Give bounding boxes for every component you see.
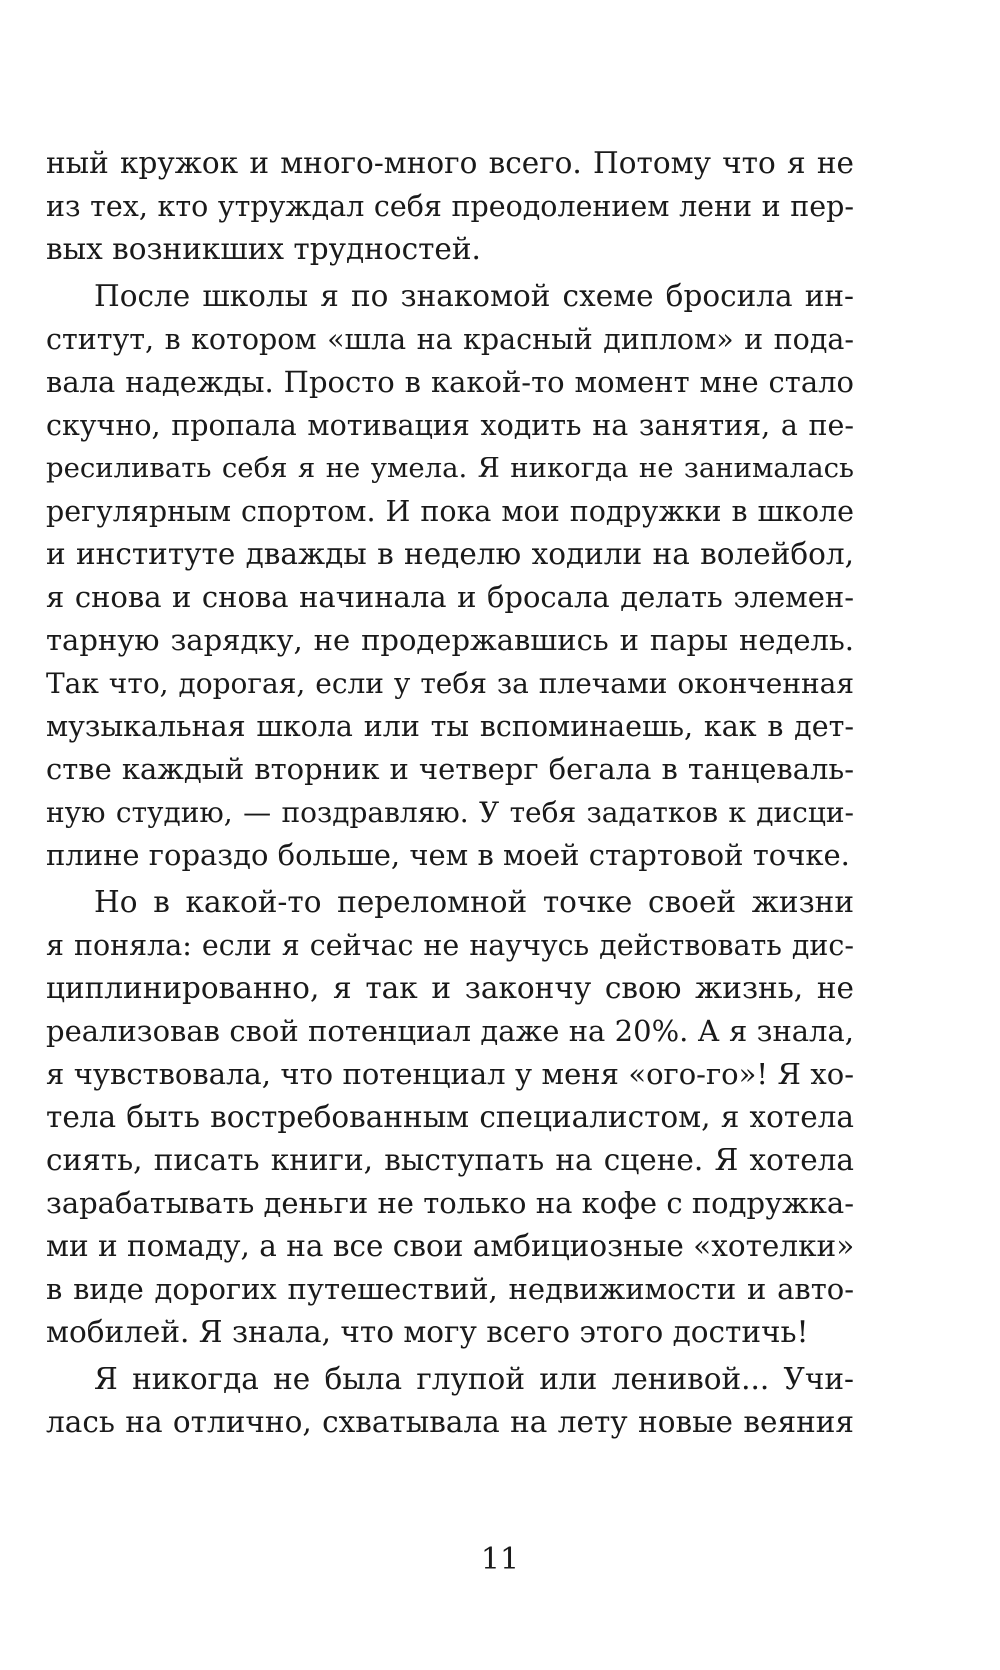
text-line: реализовав свой потенциал даже на 20%. А я знала, <box>46 1014 854 1048</box>
text-line: я снова и снова начинала и бросала делать элемен- <box>46 580 854 614</box>
text-line: из тех, кто утруждал себя преодолением лени и пер- <box>46 190 854 223</box>
text-line: я чувствовала, что потенциал у меня «ого-го»! Я хо- <box>46 1057 854 1091</box>
text-line: ми и помаду, а на все свои амбициозные «хотелки» <box>46 1229 854 1263</box>
text-line: вала надежды. Просто в какой-то момент мне стало <box>46 365 854 399</box>
text-line: тарную зарядку, не продержавшись и пары недель. <box>46 623 854 657</box>
text-line: сиять, писать книги, выступать на сцене. Я хотела <box>46 1143 854 1177</box>
text-line: музыкальная школа или ты вспоминаешь, как в дет- <box>46 710 854 743</box>
text-line: циплинированно, я так и закончу свою жизнь, не <box>46 971 854 1005</box>
text-line: мобилей. Я знала, что могу всего этого достичь! <box>46 1315 809 1349</box>
text-line: Я никогда не была глупой или ленивой... Учи- <box>94 1362 854 1396</box>
body-text <box>46 142 854 1444</box>
text-line: регулярным спортом. И пока мои подружки в школе <box>46 495 854 528</box>
page-number: 11 <box>480 1542 520 1577</box>
text-line: После школы я по знакомой схеме бросила ин- <box>94 279 854 313</box>
text-line: лась на отлично, схватывала на лету новые веяния <box>46 1405 854 1439</box>
text-line: в виде дорогих путешествий, недвижимости и авто- <box>46 1272 854 1306</box>
text-line: ный кружок и много-много всего. Потому что я не <box>46 146 854 180</box>
text-line: зарабатывать деньги не только на кофе с подружка- <box>46 1186 854 1220</box>
text-line: Но в какой-то переломной точке своей жизни <box>94 885 854 919</box>
text-line: стве каждый вторник и четверг бегала в танцеваль- <box>46 752 854 786</box>
text-line: скучно, пропала мотивация ходить на занятия, а пе- <box>46 409 854 442</box>
text-line: и институте дважды в неделю ходили на волейбол, <box>46 537 854 571</box>
text-line: вых возникших трудностей. <box>46 232 481 266</box>
text-line: я поняла: если я сейчас не научусь действовать дис- <box>46 929 854 962</box>
text-line: тела быть востребованным специалистом, я хотела <box>46 1100 854 1134</box>
text-line: ресиливать себя я не умела. Я никогда не занималась <box>46 452 854 484</box>
text-line: ститут, в котором «шла на красный диплом» и пода- <box>46 323 854 356</box>
text-line: ную студию, — поздравляю. У тебя задатков к дисци- <box>46 796 854 829</box>
text-line: плине гораздо больше, чем в моей стартовой точке. <box>46 838 850 872</box>
text-line: Так что, дорогая, если у тебя за плечами оконченная <box>46 667 854 700</box>
